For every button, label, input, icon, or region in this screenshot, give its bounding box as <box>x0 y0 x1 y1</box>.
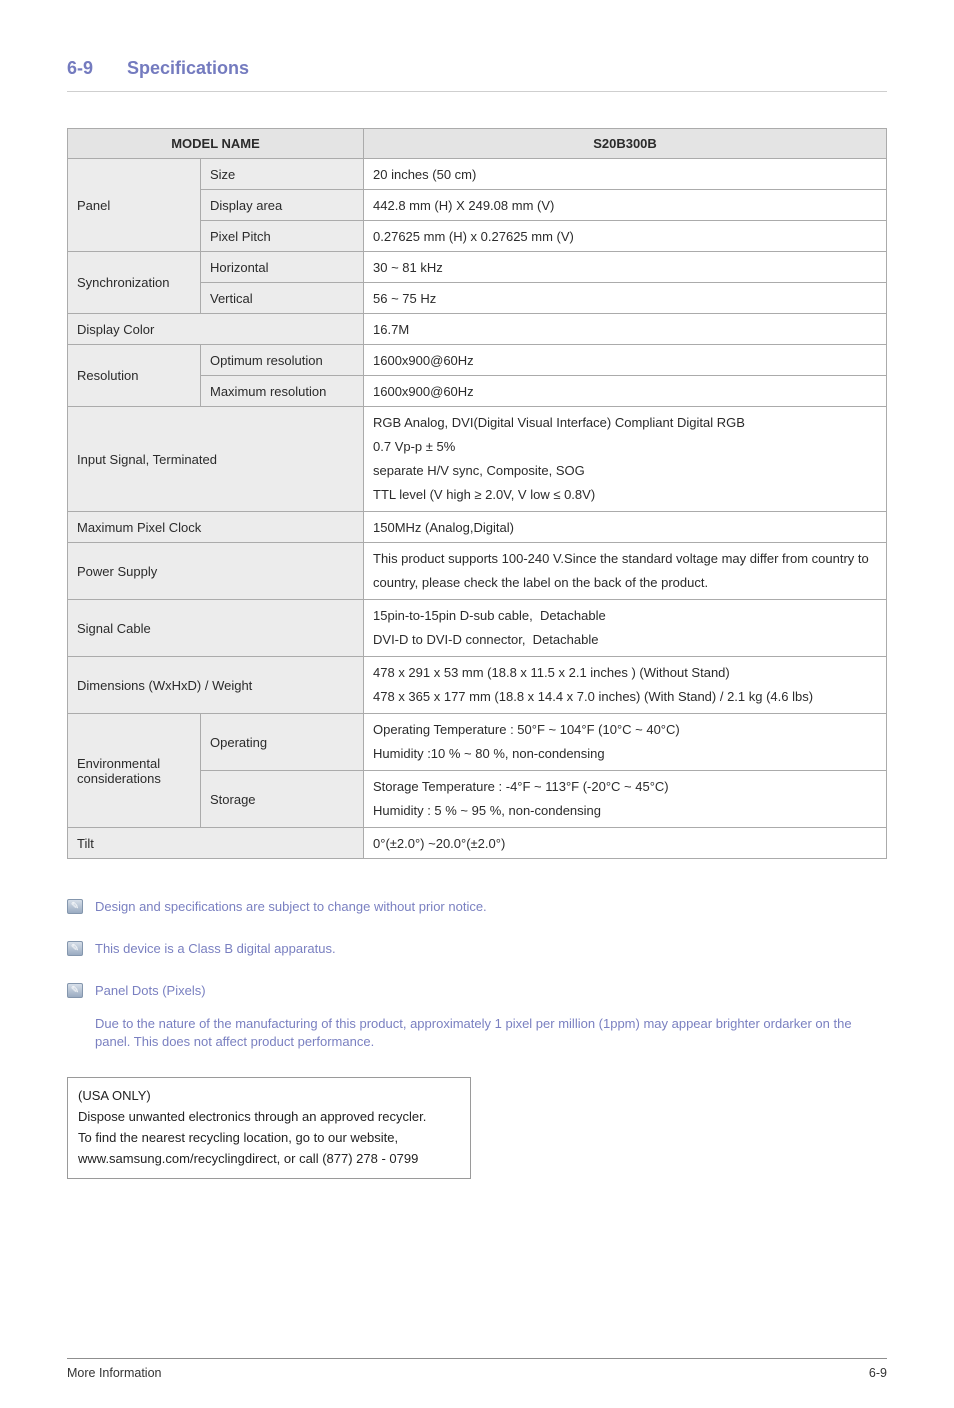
cell-dimensions-label: Dimensions (WxHxD) / Weight <box>68 657 364 714</box>
cell-dimensions-value <box>364 657 887 714</box>
dimensions-line: 478 x 291 x 53 mm (18.8 x 11.5 x 2.1 inches ) (Without Stand) <box>373 665 730 680</box>
note-text: This device is a Class B digital apparatus. <box>95 941 336 956</box>
input-signal-line: 0.7 Vp-p ± 5% <box>373 439 456 454</box>
cell-display-color-value: 16.7M <box>364 314 887 345</box>
cell-input-signal-value <box>364 407 887 512</box>
footer-page-number: 6-9 <box>868 1366 887 1380</box>
cell-environmental-operating-label: Operating <box>201 714 364 771</box>
usa-box-line: (USA ONLY) <box>78 1088 151 1103</box>
table-row <box>68 828 887 859</box>
usa-only-box <box>67 1077 471 1179</box>
manual-page <box>0 58 954 1179</box>
cell-sync-vertical-label: Vertical <box>201 283 364 314</box>
cell-signal-cable-label: Signal Cable <box>68 600 364 657</box>
note-icon: ✎ <box>67 983 83 998</box>
table-row <box>68 543 887 600</box>
table-row <box>68 159 887 190</box>
cell-environmental-storage-label: Storage <box>201 771 364 828</box>
cell-power-supply-label: Power Supply <box>68 543 364 600</box>
note-class-b <box>67 941 887 957</box>
storage-line: Humidity : 5 % ~ 95 %, non-condensing <box>373 803 602 818</box>
cell-sync-vertical-value: 56 ~ 75 Hz <box>364 283 887 314</box>
notes-section <box>67 899 887 1051</box>
cell-input-signal-label: Input Signal, Terminated <box>68 407 364 512</box>
table-row <box>68 657 887 714</box>
section-title-row <box>67 58 887 79</box>
input-signal-line: TTL level (V high ≥ 2.0V, V low ≤ 0.8V) <box>373 487 596 502</box>
page-title: Specifications <box>127 58 250 78</box>
cell-environmental-operating-value <box>364 714 887 771</box>
input-signal-line: separate H/V sync, Composite, SOG <box>373 463 585 478</box>
cell-panel-pixel-pitch-label: Pixel Pitch <box>201 221 364 252</box>
cell-panel-label: Panel <box>68 159 201 252</box>
cell-synchronization-label: Synchronization <box>68 252 201 314</box>
operating-line: Humidity :10 % ~ 80 %, non-condensing <box>373 746 605 761</box>
operating-line: Operating Temperature : 50°F ~ 104°F (10°C ~ 40°C) <box>373 722 680 737</box>
table-row <box>68 314 887 345</box>
cell-optimum-resolution-label: Optimum resolution <box>201 345 364 376</box>
usa-box-line: To find the nearest recycling location, go to our website, <box>78 1130 399 1145</box>
dimensions-line: 478 x 365 x 177 mm (18.8 x 14.4 x 7.0 inches) (With Stand) / 2.1 kg (4.6 lbs) <box>373 689 814 704</box>
footer-section-label: More Information <box>67 1366 162 1380</box>
table-row <box>68 252 887 283</box>
cell-environmental-label: Environmental considerations <box>68 714 201 828</box>
note-text: Design and specifications are subject to change without prior notice. <box>95 899 487 914</box>
column-header-model-value: S20B300B <box>364 129 887 159</box>
input-signal-line: RGB Analog, DVI(Digital Visual Interface) Compliant Digital RGB <box>373 415 745 430</box>
table-row <box>68 407 887 512</box>
specifications-table <box>67 128 887 859</box>
note-panel-dots <box>67 983 887 999</box>
note-icon: ✎ <box>67 899 83 914</box>
table-row <box>68 512 887 543</box>
note-design-change <box>67 899 887 915</box>
power-supply-text: This product supports 100-240 V.Since the standard voltage may differ from country to country, please check the label on the back of the product. <box>373 551 869 590</box>
cell-maximum-resolution-label: Maximum resolution <box>201 376 364 407</box>
storage-line: Storage Temperature : -4°F ~ 113°F (-20°C ~ 45°C) <box>373 779 669 794</box>
table-row <box>68 600 887 657</box>
note-panel-dots-body: Due to the nature of the manufacturing of this product, approximately 1 pixel per million (1ppm) may appear brighter ordarker on the panel. This does not affect product performance. <box>95 1016 852 1049</box>
cell-panel-size-value: 20 inches (50 cm) <box>364 159 887 190</box>
table-header-row <box>68 129 887 159</box>
cell-resolution-label: Resolution <box>68 345 201 407</box>
cell-maximum-resolution-value: 1600x900@60Hz <box>364 376 887 407</box>
cell-panel-display-area-label: Display area <box>201 190 364 221</box>
cell-max-pixel-clock-value: 150MHz (Analog,Digital) <box>364 512 887 543</box>
section-header <box>67 58 887 92</box>
cell-panel-size-label: Size <box>201 159 364 190</box>
cell-power-supply-value <box>364 543 887 600</box>
usa-box-line: Dispose unwanted electronics through an approved recycler. <box>78 1109 427 1124</box>
table-row <box>68 345 887 376</box>
cell-sync-horizontal-value: 30 ~ 81 kHz <box>364 252 887 283</box>
cell-panel-display-area-value: 442.8 mm (H) X 249.08 mm (V) <box>364 190 887 221</box>
title-divider <box>67 91 887 92</box>
note-text: Panel Dots (Pixels) <box>95 983 206 998</box>
usa-box-line: www.samsung.com/recyclingdirect, or call (877) 278 - 0799 <box>78 1151 419 1166</box>
signal-cable-line: DVI-D to DVI-D connector, Detachable <box>373 632 599 647</box>
cell-environmental-storage-value <box>364 771 887 828</box>
cell-display-color-label: Display Color <box>68 314 364 345</box>
cell-tilt-value: 0°(±2.0°) ~20.0°(±2.0°) <box>364 828 887 859</box>
cell-signal-cable-value <box>364 600 887 657</box>
cell-max-pixel-clock-label: Maximum Pixel Clock <box>68 512 364 543</box>
signal-cable-line: 15pin-to-15pin D-sub cable, Detachable <box>373 608 606 623</box>
note-icon: ✎ <box>67 941 83 956</box>
cell-optimum-resolution-value: 1600x900@60Hz <box>364 345 887 376</box>
table-row <box>68 714 887 771</box>
section-number: 6-9 <box>67 58 94 78</box>
cell-sync-horizontal-label: Horizontal <box>201 252 364 283</box>
cell-panel-pixel-pitch-value: 0.27625 mm (H) x 0.27625 mm (V) <box>364 221 887 252</box>
page-footer <box>67 1358 887 1380</box>
cell-tilt-label: Tilt <box>68 828 364 859</box>
column-header-model-name: MODEL NAME <box>68 129 364 159</box>
